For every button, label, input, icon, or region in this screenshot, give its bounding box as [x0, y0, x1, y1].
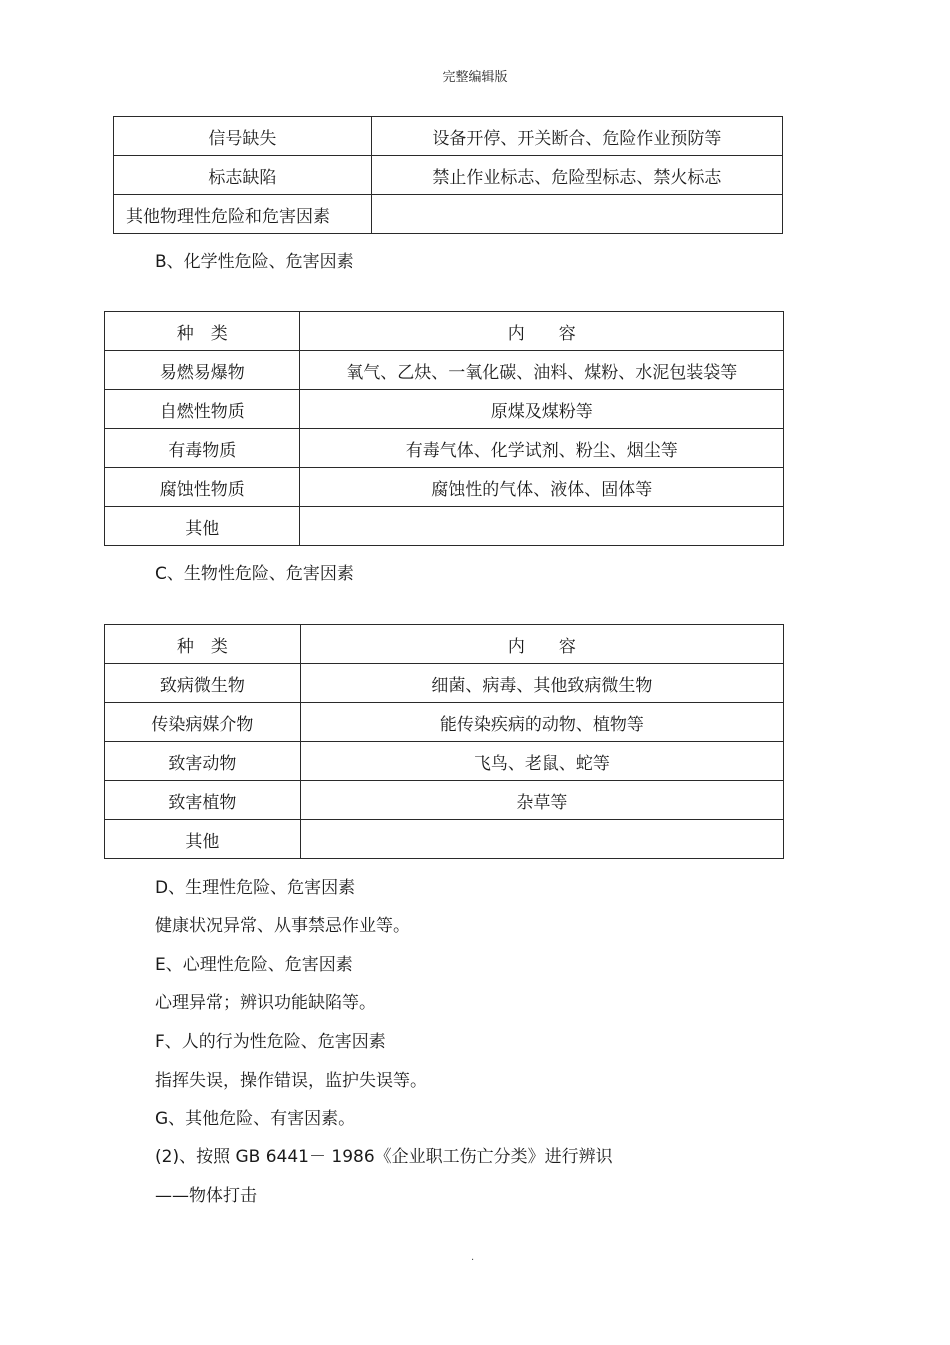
column-header-type: 种 类: [105, 312, 300, 351]
content-cell: 原煤及煤粉等: [300, 390, 784, 429]
table-row: [105, 664, 784, 703]
category-cell: 致害动物: [105, 742, 301, 781]
section-heading-c: C、生物性危险、危害因素: [155, 564, 354, 584]
table-row: [105, 351, 784, 390]
table-header-row: [105, 625, 784, 664]
category-cell: 信号缺失: [114, 117, 372, 156]
content-cell: 氧气、乙炔、一氧化碳、油料、煤粉、水泥包装袋等: [300, 351, 784, 390]
table-row: [105, 820, 784, 859]
page-header: 完整编辑版: [442, 70, 508, 85]
section-heading-b: B、化学性危险、危害因素: [155, 252, 354, 272]
paragraph-d-body: 健康状况异常、从事禁忌作业等。: [155, 916, 410, 936]
table-row: [105, 742, 784, 781]
content-cell: 能传染疾病的动物、植物等: [300, 703, 783, 742]
table-row: [114, 117, 783, 156]
category-cell: 其他物理性危险和危害因素: [114, 195, 372, 234]
content-cell: [300, 507, 784, 546]
category-cell: 其他: [105, 820, 301, 859]
physical-hazards-table: [113, 116, 783, 234]
content-cell: 飞鸟、老鼠、蛇等: [300, 742, 783, 781]
chemical-hazards-table: [104, 311, 784, 546]
content-cell: 杂草等: [300, 781, 783, 820]
page-footer-mark: .: [471, 1252, 475, 1263]
category-cell: 致害植物: [105, 781, 301, 820]
category-cell: 有毒物质: [105, 429, 300, 468]
table-row: [105, 429, 784, 468]
content-cell: [371, 195, 782, 234]
column-header-type: 种 类: [105, 625, 301, 664]
content-cell: 腐蚀性的气体、液体、固体等: [300, 468, 784, 507]
content-cell: 有毒气体、化学试剂、粉尘、烟尘等: [300, 429, 784, 468]
category-cell: 其他: [105, 507, 300, 546]
section-heading-f: F、人的行为性危险、危害因素: [155, 1032, 386, 1052]
column-header-content: 内 容: [300, 625, 783, 664]
table-row: [105, 468, 784, 507]
list-item-object-strike: ——物体打击: [155, 1186, 257, 1206]
category-cell: 腐蚀性物质: [105, 468, 300, 507]
table-row: [105, 703, 784, 742]
table-row: [114, 195, 783, 234]
biological-hazards-table: [104, 624, 784, 859]
section-heading-g: G、其他危险、有害因素。: [155, 1109, 356, 1129]
table-header-row: [105, 312, 784, 351]
category-cell: 易燃易爆物: [105, 351, 300, 390]
content-cell: 细菌、病毒、其他致病微生物: [300, 664, 783, 703]
paragraph-gb-standard: (2)、按照 GB 6441－ 1986《企业职工伤亡分类》进行辨识: [155, 1147, 613, 1167]
section-heading-d: D、生理性危险、危害因素: [155, 878, 356, 898]
table-row: [114, 156, 783, 195]
category-cell: 传染病媒介物: [105, 703, 301, 742]
table-row: [105, 390, 784, 429]
category-cell: 致病微生物: [105, 664, 301, 703]
paragraph-e-body: 心理异常；辨识功能缺陷等。: [155, 993, 376, 1013]
content-cell: 禁止作业标志、危险型标志、禁火标志: [371, 156, 782, 195]
category-cell: 标志缺陷: [114, 156, 372, 195]
table-row: [105, 781, 784, 820]
content-cell: 设备开停、开关断合、危险作业预防等: [371, 117, 782, 156]
column-header-content: 内 容: [300, 312, 784, 351]
content-cell: [300, 820, 783, 859]
paragraph-f-body: 指挥失误，操作错误，监护失误等。: [155, 1071, 427, 1091]
section-heading-e: E、心理性危险、危害因素: [155, 955, 353, 975]
table-row: [105, 507, 784, 546]
category-cell: 自燃性物质: [105, 390, 300, 429]
